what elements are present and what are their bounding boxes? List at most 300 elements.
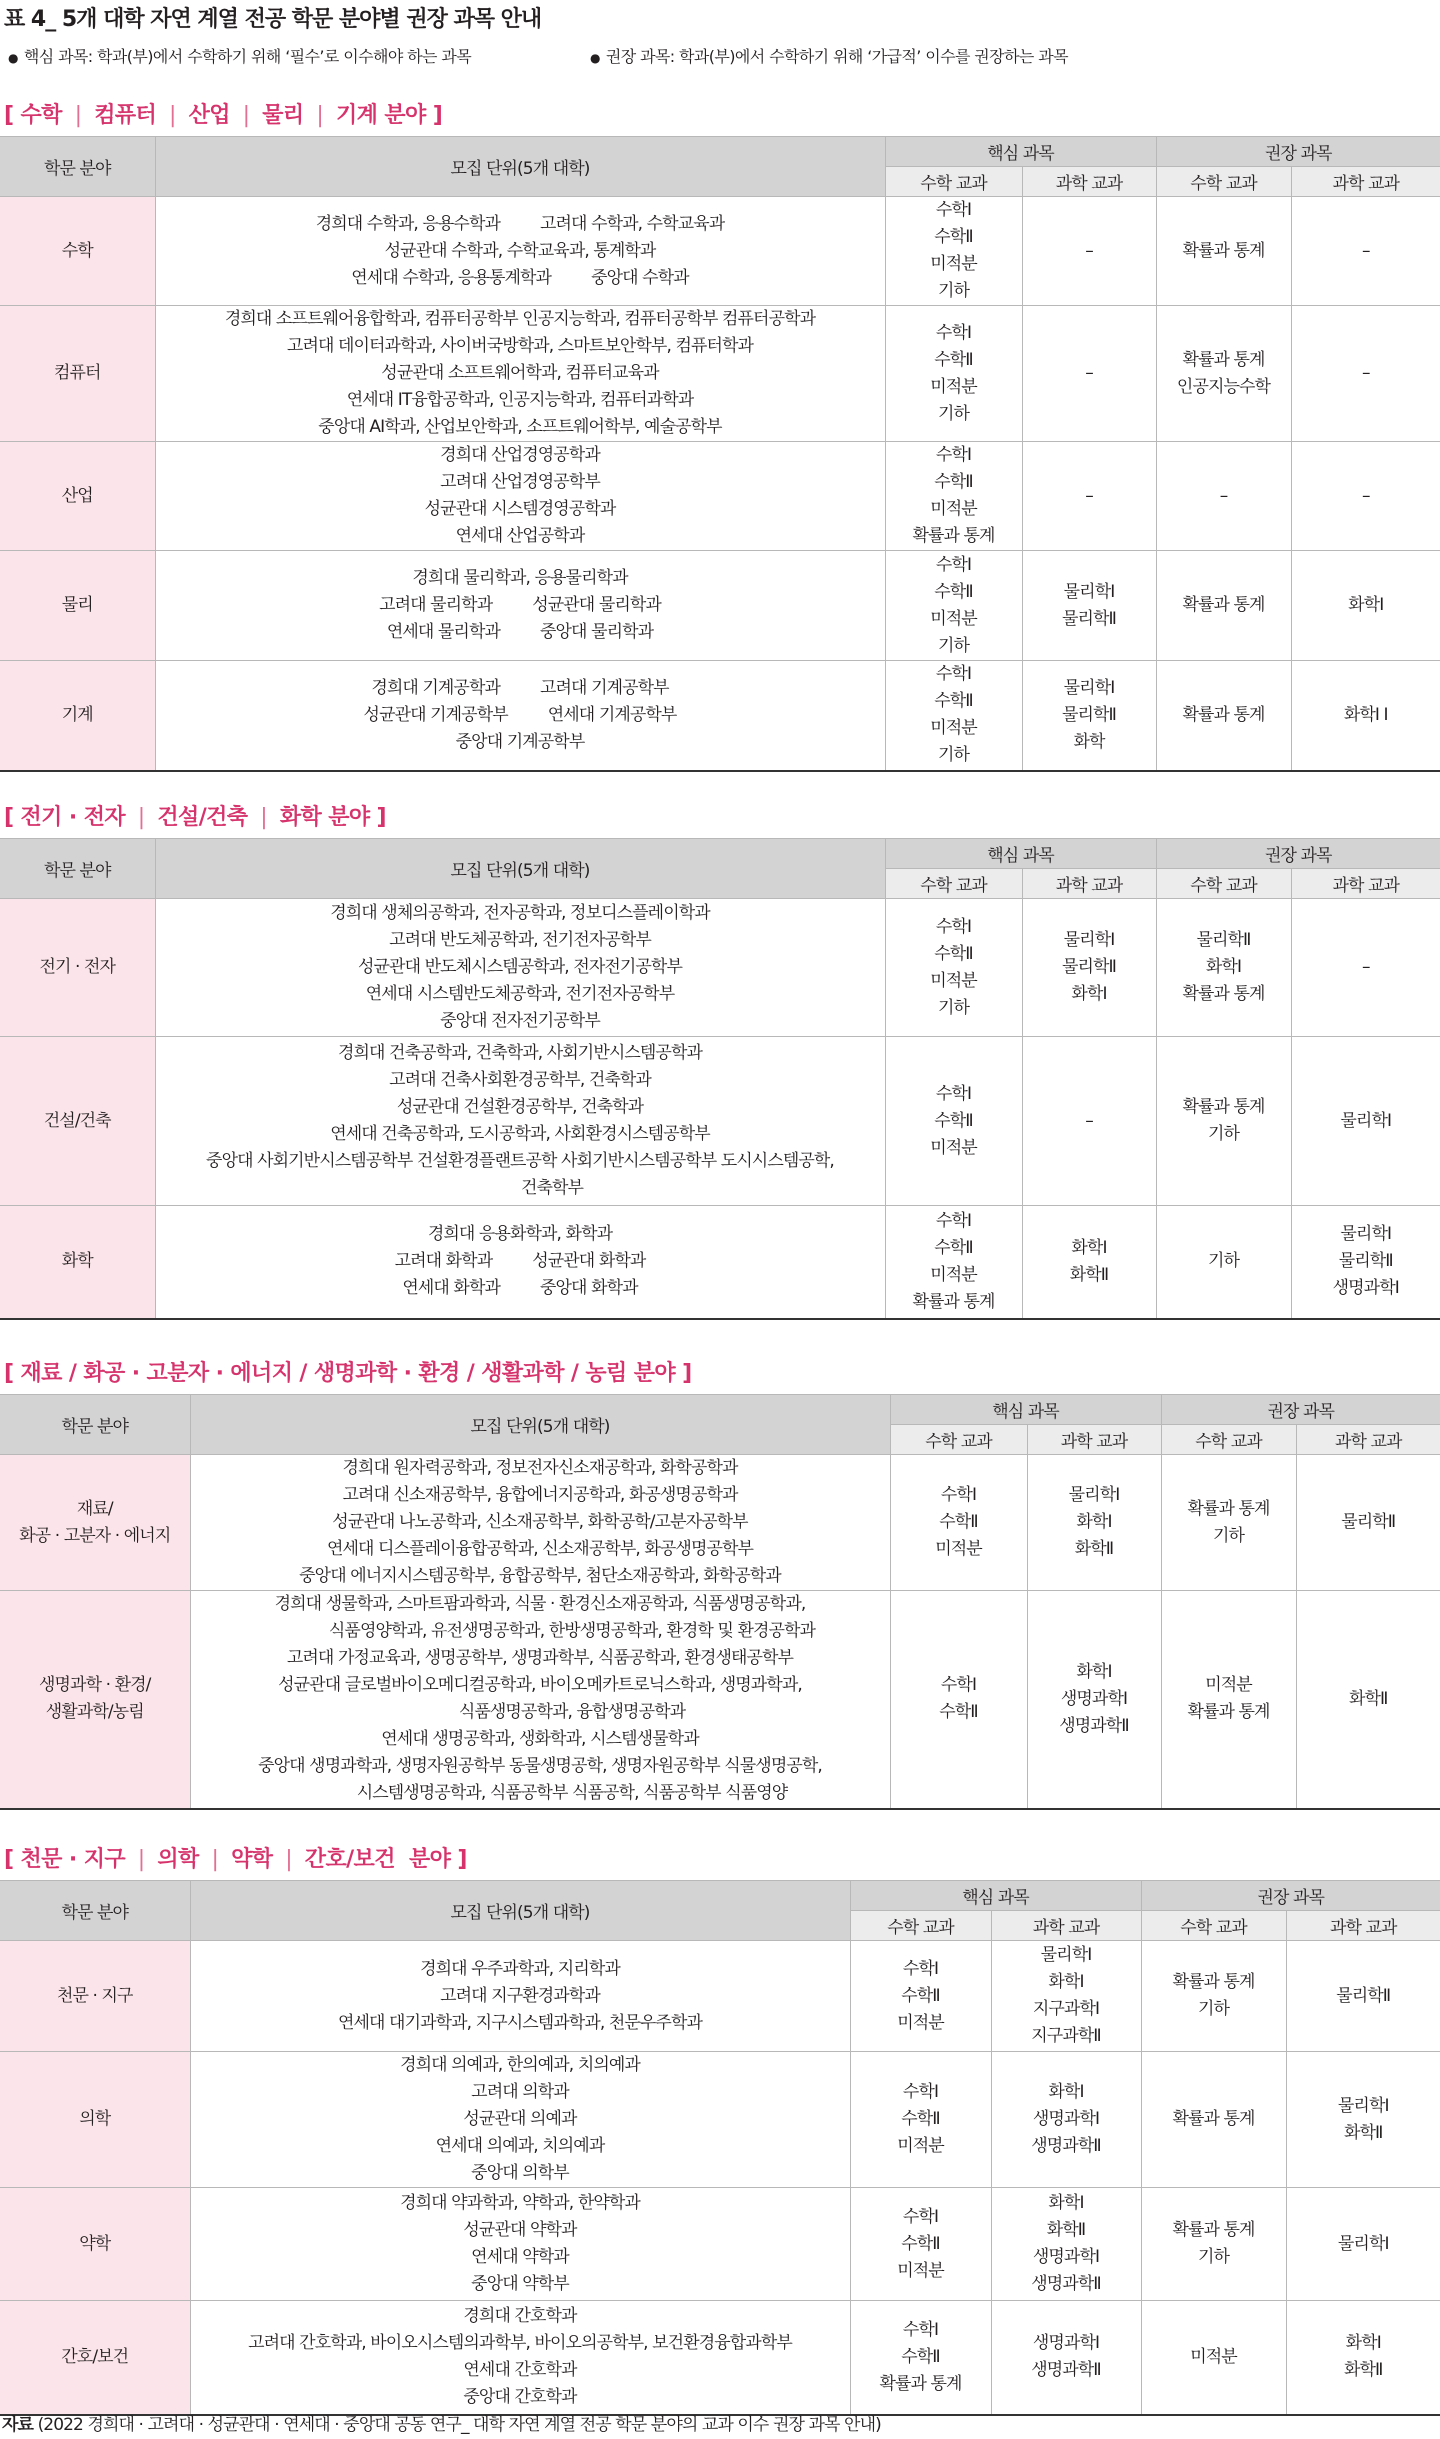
heading-separator: | xyxy=(156,103,189,128)
core-sci-cell xyxy=(1027,1591,1161,1809)
unit-text: 연세대 시스템반도체공학과, 전기전자공학부 xyxy=(365,984,675,1004)
unit-text: 경희대 건축공학과, 건축학과, 사회기반시스템공학과 xyxy=(337,1043,702,1063)
table-row xyxy=(0,2052,1440,2188)
unit-text: 시스템생명공학과, 식품공학부 식품공학, 식품공학부 식품영양 xyxy=(356,1783,788,1804)
section-heading xyxy=(4,1356,692,1387)
course-name: 수학Ⅱ xyxy=(934,691,973,712)
core-sci-cell xyxy=(1022,1206,1156,1319)
subheader-math: 수학 교과 xyxy=(1141,1911,1286,1941)
unit-text: 연세대 기계공학부 xyxy=(547,704,677,725)
bracket-close: ] xyxy=(425,103,443,128)
rec-math-cell xyxy=(1141,2188,1286,2301)
course-name: 화학Ⅱ xyxy=(1343,2122,1383,2143)
unit-line xyxy=(156,469,885,496)
course-name: 수학Ⅰ xyxy=(935,445,972,465)
unit-line xyxy=(156,1175,885,1202)
unit-line xyxy=(191,2010,850,2037)
header-field: 학문 분야 xyxy=(0,137,155,197)
field-cell xyxy=(0,306,155,442)
core-sci-cell xyxy=(1022,551,1156,661)
unit-text: 연세대 수학과, 응용통계학과 xyxy=(351,267,552,288)
table-row xyxy=(0,2301,1440,2415)
field-name: 물리 xyxy=(61,595,93,615)
course-name: – xyxy=(1085,240,1093,261)
field-name: 건설/건축 xyxy=(43,1110,111,1131)
header-row xyxy=(0,839,1440,869)
unit-line xyxy=(156,1008,885,1035)
unit-line xyxy=(191,2133,850,2160)
course-name: 미적분 xyxy=(930,718,977,739)
unit-text: 중앙대 생명과학과, 생명자원공학부 동물생명공학, 생명자원공학부 식물생명공학, xyxy=(258,1756,822,1777)
field-cell xyxy=(0,1037,155,1206)
field-name: 약학 xyxy=(79,2233,111,2254)
unit-text: 고려대 기계공학부 xyxy=(540,677,669,698)
unit-line xyxy=(156,1121,885,1148)
unit-line xyxy=(156,523,885,550)
unit-text: 성균관대 반도체시스템공학과, 전자전기공학부 xyxy=(358,957,682,977)
unit-text: 중앙대 화학과 xyxy=(540,1278,638,1299)
unit-line xyxy=(191,2384,850,2411)
subheader-science: 과학 교과 xyxy=(1291,167,1440,197)
course-name: 수학Ⅱ xyxy=(934,227,973,247)
field-name: 생활과학/농림 xyxy=(45,1702,144,1723)
unit-text: 중앙대 의학부 xyxy=(471,2163,569,2183)
header-field: 학문 분야 xyxy=(0,1881,190,1941)
unit-line xyxy=(191,1753,890,1780)
core-math-cell xyxy=(890,1591,1027,1809)
bracket-open: [ xyxy=(4,1361,21,1386)
course-name: 화학Ⅱ xyxy=(1348,1688,1388,1709)
unit-text: 경희대 물리학과, 응용물리학과 xyxy=(412,568,628,588)
field-name: 의학 xyxy=(79,2109,111,2129)
unit-line xyxy=(156,927,885,954)
header-core: 핵심 과목 xyxy=(885,839,1156,869)
course-name: 생명과학Ⅰ xyxy=(1032,2333,1100,2354)
rec-math-cell xyxy=(1156,661,1291,771)
units-cell xyxy=(190,1591,890,1809)
course-name: 지구과학Ⅱ xyxy=(1031,2026,1101,2046)
course-name: 화학Ⅰ xyxy=(1348,595,1384,615)
course-name: 수학Ⅰ xyxy=(935,554,972,575)
header-row xyxy=(0,137,1440,167)
unit-line xyxy=(156,333,885,360)
unit-text: 연세대 디스플레이융합공학과, 신소재공학부, 화공생명공학부 xyxy=(326,1539,754,1559)
unit-text: 성균관대 글로벌바이오메디컬공학과, 바이오메카트로닉스학과, 생명과학과, xyxy=(278,1675,802,1696)
units-cell xyxy=(155,1206,885,1319)
course-name: 미적분 xyxy=(930,376,977,397)
section-heading xyxy=(4,800,386,831)
subheader-science: 과학 교과 xyxy=(991,1911,1141,1941)
core-math-cell xyxy=(885,551,1022,661)
unit-text: 고려대 가정교육과, 생명공학부, 생명과학부, 식품공학과, 환경생태공학부 xyxy=(286,1648,794,1669)
unit-text: 고려대 산업경영공학부 xyxy=(440,472,600,492)
header-row xyxy=(0,1881,1440,1911)
table-row xyxy=(0,306,1440,442)
rec-sci-cell xyxy=(1286,2052,1440,2188)
unit-text: 중앙대 AI학과, 산업보안학과, 소프트웨어학부, 예술공학부 xyxy=(318,417,722,437)
field-name: 재료/ xyxy=(76,1498,113,1519)
course-name: 수학Ⅰ xyxy=(935,1083,972,1104)
course-name: 수학Ⅱ xyxy=(934,349,973,370)
rec-math-cell xyxy=(1156,197,1291,306)
field-cell xyxy=(0,899,155,1037)
header-units: 모집 단위(5개 대학) xyxy=(155,839,885,899)
unit-text: 경희대 원자력공학과, 정보전자신소재공학과, 화학공학과 xyxy=(342,1458,738,1478)
course-name: 수학Ⅱ xyxy=(901,1985,940,2006)
unit-text: 고려대 지구환경과학과 xyxy=(440,1985,600,2006)
course-name: 화학Ⅰ xyxy=(1205,957,1242,977)
course-name: 화학Ⅰ xyxy=(1345,2333,1381,2354)
unit-text: 중앙대 수학과 xyxy=(591,267,689,288)
unit-text: 경희대 기계공학과 xyxy=(371,677,500,698)
header-recommended: 권장 과목 xyxy=(1141,1881,1440,1911)
rec-sci-cell xyxy=(1286,2301,1440,2415)
subheader-math: 수학 교과 xyxy=(1156,167,1291,197)
source-note: 자료 (2022 경희대 · 고려대 · 성균관대 · 연세대 · 중앙대 공동 연구_ 대학 자연 계열 전공 학문 분야의 교과 이수 권장 과목 안내) xyxy=(2,2415,881,2435)
course-name: – xyxy=(1219,485,1228,506)
header-field: 학문 분야 xyxy=(0,1395,190,1455)
unit-line xyxy=(191,1780,890,1807)
course-name: 수학Ⅱ xyxy=(934,943,973,964)
rec-sci-cell xyxy=(1291,1037,1440,1206)
course-name: – xyxy=(1085,1110,1093,1131)
page-title: 표 4_ 5개 대학 자연 계열 전공 학문 분야별 권장 과목 안내 xyxy=(4,7,542,32)
core-math-cell xyxy=(885,1037,1022,1206)
subheader-math: 수학 교과 xyxy=(1161,1425,1296,1455)
course-name: 기하 xyxy=(1207,1124,1240,1144)
course-name: 화학Ⅰ xyxy=(1048,2193,1084,2213)
course-name: 기하 xyxy=(937,403,970,424)
course-name: 물리학Ⅰ xyxy=(1340,1110,1392,1131)
course-name: 생명과학Ⅰ xyxy=(1332,1278,1399,1299)
units-cell xyxy=(155,442,885,551)
course-name: 수학Ⅱ xyxy=(901,2346,940,2367)
course-table xyxy=(0,136,1440,772)
unit-text: 연세대 간호학과 xyxy=(463,2360,577,2381)
course-name: 수학Ⅰ xyxy=(940,1485,977,1505)
field-cell xyxy=(0,2052,190,2188)
unit-text: 중앙대 전자전기공학부 xyxy=(440,1011,600,1031)
subheader-science: 과학 교과 xyxy=(1286,1911,1440,1941)
course-name: – xyxy=(1085,363,1093,383)
heading-separator: | xyxy=(125,805,158,830)
course-name: 확률과 통계 xyxy=(1182,704,1265,725)
unit-line xyxy=(191,2330,850,2357)
course-name: 수학Ⅰ xyxy=(935,916,972,937)
unit-line xyxy=(191,1591,890,1618)
course-name: 기하 xyxy=(1207,1251,1240,1272)
unit-line xyxy=(156,1067,885,1094)
unit-text: 연세대 산업공학과 xyxy=(455,526,585,546)
heading-item: 의학 xyxy=(157,1847,199,1872)
unit-line xyxy=(191,1618,890,1645)
header-field: 학문 분야 xyxy=(0,839,155,899)
course-table xyxy=(0,1880,1440,2416)
rec-sci-cell xyxy=(1291,899,1440,1037)
course-name: 확률과 통계 xyxy=(1172,2220,1255,2240)
unit-text: 연세대 IT융합공학과, 인공지능학과, 컴퓨터과학과 xyxy=(346,390,694,410)
unit-line xyxy=(191,1536,890,1563)
course-name: 물리학Ⅰ xyxy=(1340,1224,1392,1245)
course-name: 화학Ⅰ xyxy=(1071,1237,1107,1258)
heading-item: 컴퓨터 xyxy=(94,103,157,128)
rec-math-cell xyxy=(1141,1941,1286,2052)
unit-line xyxy=(156,1275,885,1302)
heading-item: 화학 분야 xyxy=(279,805,370,830)
course-name: 화학Ⅱ xyxy=(1343,2360,1383,2381)
course-name: 수학Ⅰ xyxy=(935,200,972,220)
unit-line xyxy=(156,619,885,646)
unit-text: 성균관대 건설환경공학부, 건축학과 xyxy=(396,1097,644,1117)
units-cell xyxy=(190,1941,850,2052)
course-table xyxy=(0,1394,1440,1810)
subheader-science: 과학 교과 xyxy=(1296,1425,1440,1455)
unit-text: 중앙대 에너지시스템공학부, 융합공학부, 첨단소재공학과, 화학공학과 xyxy=(299,1566,781,1586)
bracket-open: [ xyxy=(4,805,21,830)
unit-text: 연세대 대기과학과, 지구시스템과학과, 천문우주학과 xyxy=(337,2012,702,2033)
unit-line xyxy=(191,2244,850,2271)
unit-text: 성균관대 나노공학과, 신소재공학부, 화학공학/고분자공학부 xyxy=(332,1512,748,1532)
core-math-cell xyxy=(885,1206,1022,1319)
course-name: 미적분 xyxy=(897,2012,944,2033)
course-name: 미적분 xyxy=(930,499,977,519)
rec-sci-cell xyxy=(1291,1206,1440,1319)
heading-item: 간호/보건 분야 xyxy=(304,1847,451,1872)
course-name: 물리학Ⅱ xyxy=(1061,957,1117,977)
field-cell xyxy=(0,2301,190,2415)
field-cell xyxy=(0,1591,190,1809)
unit-line xyxy=(191,1645,890,1672)
table-row xyxy=(0,1206,1440,1319)
course-name: – xyxy=(1361,240,1370,261)
course-name: 지구과학Ⅰ xyxy=(1032,1999,1100,2019)
table-row xyxy=(0,197,1440,306)
unit-text: 성균관대 화학과 xyxy=(532,1251,646,1272)
course-name: 미적분 xyxy=(1205,1675,1252,1696)
unit-text: 연세대 의예과, 치의예과 xyxy=(435,2136,605,2156)
course-name: 화학Ⅰ xyxy=(1048,1972,1084,1992)
course-name: 수학Ⅱ xyxy=(934,1237,973,1258)
bracket-close: ] xyxy=(450,1847,467,1872)
heading-item: 약학 xyxy=(231,1847,273,1872)
units-cell xyxy=(190,2301,850,2415)
unit-line xyxy=(156,954,885,981)
field-name: 간호/보건 xyxy=(61,2346,129,2367)
heading-item: 수학 xyxy=(20,103,62,128)
unit-text: 경희대 생체의공학과, 전자공학과, 정보디스플레이학과 xyxy=(330,903,710,923)
legend-core: ● 핵심 과목: 학과(부)에서 수학하기 위해 ‘필수’로 이수해야 하는 과목 xyxy=(8,47,472,66)
rec-sci-cell xyxy=(1291,661,1440,771)
course-name: 물리학Ⅰ xyxy=(1063,677,1115,698)
course-name: 기하 xyxy=(1212,1525,1245,1546)
unit-text: 경희대 간호학과 xyxy=(463,2306,577,2327)
unit-text: 중앙대 약학부 xyxy=(471,2274,569,2294)
unit-text: 성균관대 소프트웨어학과, 컴퓨터교육과 xyxy=(381,363,659,383)
unit-line xyxy=(191,1482,890,1509)
core-sci-cell xyxy=(1022,197,1156,306)
field-name: 화공 · 고분자 · 에너지 xyxy=(19,1525,171,1546)
table-row xyxy=(0,1455,1440,1591)
course-name: 화학Ⅱ xyxy=(1074,1539,1114,1559)
core-math-cell xyxy=(885,197,1022,306)
rec-sci-cell xyxy=(1291,551,1440,661)
heading-item: 기계 분야 xyxy=(335,103,426,128)
unit-line xyxy=(156,387,885,414)
heading-item: 물리 xyxy=(262,103,304,128)
field-name: 전기 · 전자 xyxy=(39,957,116,977)
course-name: 인공지능수학 xyxy=(1176,376,1271,397)
heading-separator: | xyxy=(303,103,336,128)
unit-text: 성균관대 시스템경영공학과 xyxy=(424,499,616,519)
subheader-math: 수학 교과 xyxy=(885,869,1022,899)
unit-text: 고려대 간호학과, 바이오시스템의과학부, 바이오의공학부, 보건환경융합과학부 xyxy=(248,2333,792,2354)
core-sci-cell xyxy=(991,2052,1141,2188)
course-name: 미적분 xyxy=(930,1264,977,1285)
course-name: 확률과 통계 xyxy=(1187,1498,1270,1519)
bracket-close: ] xyxy=(675,1361,692,1386)
core-math-cell xyxy=(890,1455,1027,1591)
unit-text: 경희대 생물학과, 스마트팜과학과, 식물 · 환경신소재공학과, 식품생명공학과, xyxy=(274,1594,806,1615)
field-cell xyxy=(0,197,155,306)
course-name: – xyxy=(1361,363,1370,383)
unit-line xyxy=(156,360,885,387)
course-name: 미적분 xyxy=(897,2260,944,2281)
course-name: 미적분 xyxy=(930,1137,977,1158)
unit-text: 경희대 약과학과, 약학과, 한약학과 xyxy=(400,2193,640,2213)
course-name: 확률과 통계 xyxy=(1187,1702,1270,1723)
field-name: 수학 xyxy=(61,240,93,261)
units-cell xyxy=(190,2052,850,2188)
core-math-cell xyxy=(850,2301,991,2415)
heading-separator: | xyxy=(198,1847,232,1872)
header-row xyxy=(0,1395,1440,1425)
bracket-open: [ xyxy=(4,1847,21,1872)
unit-text: 고려대 물리학과 xyxy=(379,595,493,615)
unit-line xyxy=(191,2271,850,2298)
course-name: 물리학Ⅰ xyxy=(1063,930,1115,950)
unit-line xyxy=(156,265,885,292)
course-name: 기하 xyxy=(937,635,970,656)
unit-text: 경희대 의예과, 한의예과, 치의예과 xyxy=(400,2055,640,2075)
heading-separator: | xyxy=(61,103,95,128)
course-name: 확률과 통계 xyxy=(879,2373,962,2394)
course-name: 확률과 통계 xyxy=(1172,1972,1255,1992)
subheader-math: 수학 교과 xyxy=(885,167,1022,197)
field-name: 산업 xyxy=(61,485,93,506)
unit-line xyxy=(191,2357,850,2384)
core-sci-cell xyxy=(1022,1037,1156,1206)
core-math-cell xyxy=(885,442,1022,551)
field-cell xyxy=(0,2188,190,2301)
core-math-cell xyxy=(885,661,1022,771)
header-core: 핵심 과목 xyxy=(890,1395,1161,1425)
unit-text: 식품생명공학과, 융합생명공학과 xyxy=(458,1702,686,1723)
heading-item: 천문 · 지구 xyxy=(20,1847,125,1872)
unit-line xyxy=(156,442,885,469)
unit-text: 연세대 화학과 xyxy=(402,1278,500,1299)
unit-text: 성균관대 기계공학부 xyxy=(363,704,508,725)
heading-separator: | xyxy=(272,1847,305,1872)
unit-text: 건축학부 xyxy=(520,1178,584,1198)
course-name: 기하 xyxy=(937,997,970,1018)
unit-line xyxy=(191,2190,850,2217)
course-name: 수학Ⅱ xyxy=(939,1702,978,1723)
course-name: 미적분 xyxy=(1190,2346,1237,2367)
course-name: 화학 xyxy=(1073,731,1105,752)
unit-text: 고려대 신소재공학부, 융합에너지공학과, 화공생명공학과 xyxy=(342,1485,738,1505)
course-name: 기하 xyxy=(937,281,970,301)
course-table xyxy=(0,838,1440,1320)
core-sci-cell xyxy=(1022,661,1156,771)
core-math-cell xyxy=(885,899,1022,1037)
units-cell xyxy=(190,2188,850,2301)
unit-text: 경희대 우주과학과, 지리학과 xyxy=(420,1958,620,1979)
course-name: 화학Ⅰ xyxy=(1071,984,1107,1004)
core-sci-cell xyxy=(1022,442,1156,551)
course-name: 화학Ⅰ xyxy=(1076,1661,1112,1682)
course-name: 미적분 xyxy=(935,1539,982,1559)
field-name: 천문 · 지구 xyxy=(56,1985,133,2006)
subheader-science: 과학 교과 xyxy=(1022,167,1156,197)
unit-line xyxy=(156,1248,885,1275)
course-name: 수학Ⅱ xyxy=(939,1512,978,1532)
unit-text: 경희대 소프트웨어융합학과, 컴퓨터공학부 인공지능학과, 컴퓨터공학부 컴퓨터공학과 xyxy=(224,309,816,329)
course-name: 확률과 통계 xyxy=(1182,984,1265,1004)
unit-text: 고려대 수학과, 수학교육과 xyxy=(540,213,725,234)
course-name: 확률과 통계 xyxy=(912,1291,995,1312)
course-name: 물리학Ⅰ xyxy=(1068,1485,1120,1505)
course-name: 미적분 xyxy=(930,254,977,274)
course-name: 물리학Ⅰ xyxy=(1337,2095,1389,2116)
unit-text: 성균관대 물리학과 xyxy=(532,595,661,615)
core-sci-cell xyxy=(991,2188,1141,2301)
unit-text: 식품영양학과, 유전생명공학과, 한방생명공학과, 환경학 및 환경공학과 xyxy=(328,1621,816,1642)
rec-math-cell xyxy=(1156,306,1291,442)
header-units: 모집 단위(5개 대학) xyxy=(155,137,885,197)
unit-line xyxy=(156,1221,885,1248)
heading-separator: | xyxy=(125,1847,158,1872)
heading-item: 산업 xyxy=(188,103,230,128)
legend-recommended: ● 권장 과목: 학과(부)에서 수학하기 위해 ‘가급적’ 이수를 권장하는 과목 xyxy=(590,47,1068,66)
course-name: 생명과학Ⅱ xyxy=(1031,2136,1101,2156)
field-name: 기계 xyxy=(61,704,93,725)
section-heading xyxy=(4,1842,467,1873)
header-core: 핵심 과목 xyxy=(850,1881,1141,1911)
unit-text: 중앙대 사회기반시스템공학부 건설환경플랜트공학 사회기반시스템공학부 도시시스템공학, xyxy=(206,1151,834,1171)
course-name: 수학Ⅰ xyxy=(940,1675,977,1696)
unit-line xyxy=(191,2217,850,2244)
heading-item: 전기 · 전자 xyxy=(20,805,125,830)
unit-line xyxy=(156,1148,885,1175)
unit-line xyxy=(191,1563,890,1590)
course-name: 물리학Ⅱ xyxy=(1196,930,1251,950)
course-name: 물리학Ⅰ xyxy=(1063,581,1115,602)
core-sci-cell xyxy=(991,2301,1141,2415)
heading-separator: | xyxy=(229,103,263,128)
field-cell xyxy=(0,551,155,661)
header-recommended: 권장 과목 xyxy=(1156,137,1440,167)
unit-line xyxy=(156,306,885,333)
rec-sci-cell xyxy=(1286,1941,1440,2052)
course-name: 수학Ⅱ xyxy=(934,472,973,492)
subheader-math: 수학 교과 xyxy=(890,1425,1027,1455)
rec-math-cell xyxy=(1156,551,1291,661)
unit-text: 고려대 데이터과학과, 사이버국방학과, 스마트보안학부, 컴퓨터학과 xyxy=(286,336,754,356)
unit-line xyxy=(156,675,885,702)
unit-line xyxy=(156,211,885,238)
field-cell xyxy=(0,1455,190,1591)
unit-line xyxy=(191,2106,850,2133)
